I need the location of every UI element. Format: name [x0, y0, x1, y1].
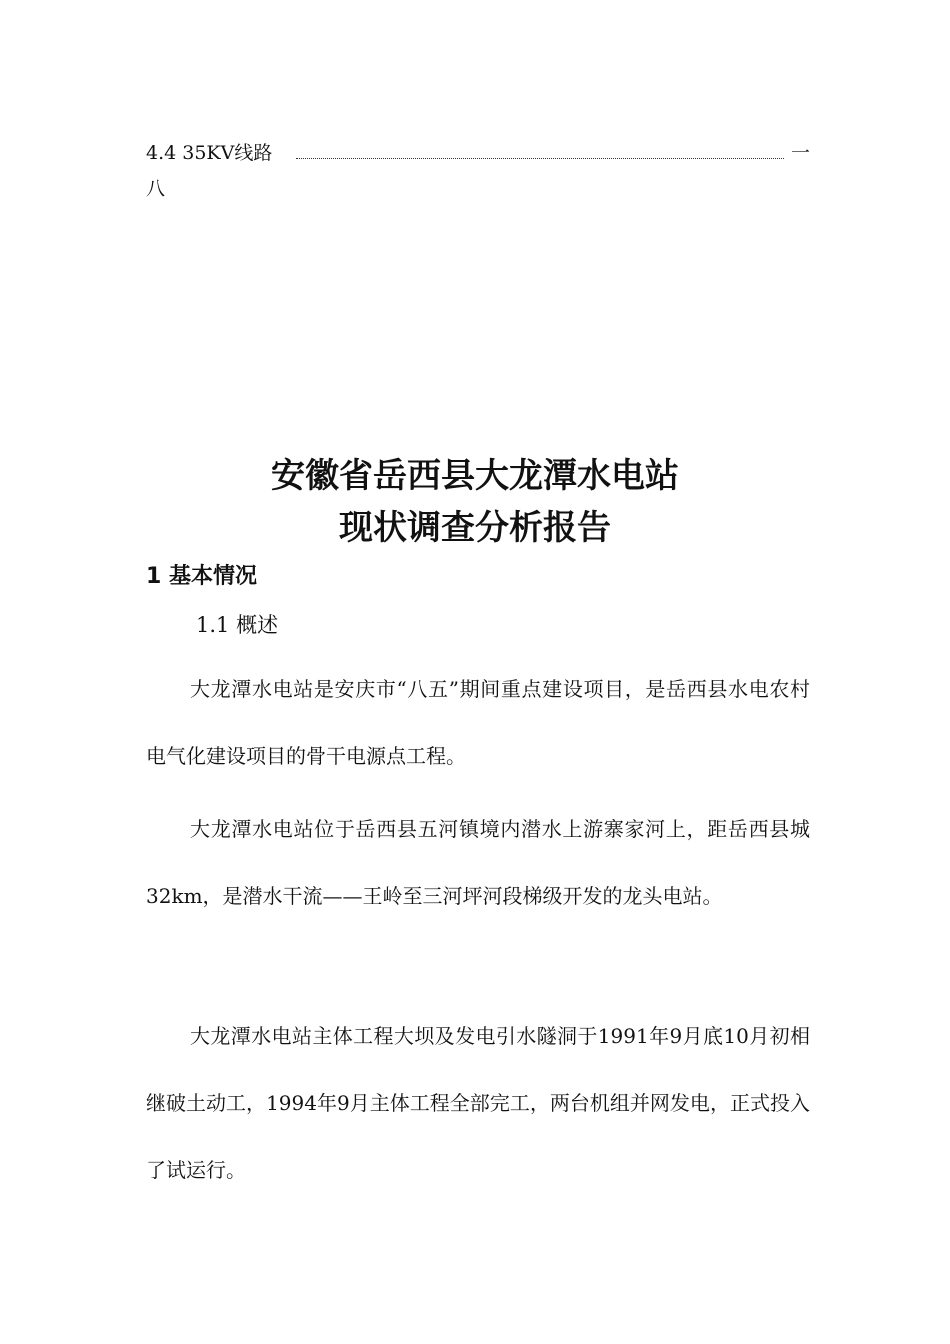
subsection-heading-overview: 1.1 概述 [196, 613, 279, 637]
toc-entry [146, 140, 810, 166]
toc-entry-text: 4.4 35KV线路 [146, 142, 273, 164]
paragraph: 大龙潭水电站主体工程大坝及发电引水隧洞于1991年9月底10月初相继破土动工，1994年9月主体工程全部完工，两台机组并网发电，正式投入了试运行。 [146, 1024, 810, 1182]
paragraph: 大龙潭水电站是安庆市“八五”期间重点建设项目，是岳西县水电农村电气化建设项目的骨干电源点工程。 [146, 677, 810, 768]
toc-dot-leader [296, 158, 784, 159]
document-title-line1: 安徽省岳西县大龙潭水电站 [271, 456, 679, 496]
paragraph: 大龙潭水电站位于岳西县五河镇境内潜水上游寨家河上，距岳西县城32km，是潜水干流——王岭至三河坪河段梯级开发的龙头电站。 [146, 817, 810, 908]
toc-page-number-part2: 八 [146, 178, 166, 200]
section-heading-basic-situation: 1 基本情况 [146, 564, 257, 589]
document-title-line2: 现状调查分析报告 [339, 508, 611, 548]
toc-page-number-part1: 一 [790, 142, 810, 164]
